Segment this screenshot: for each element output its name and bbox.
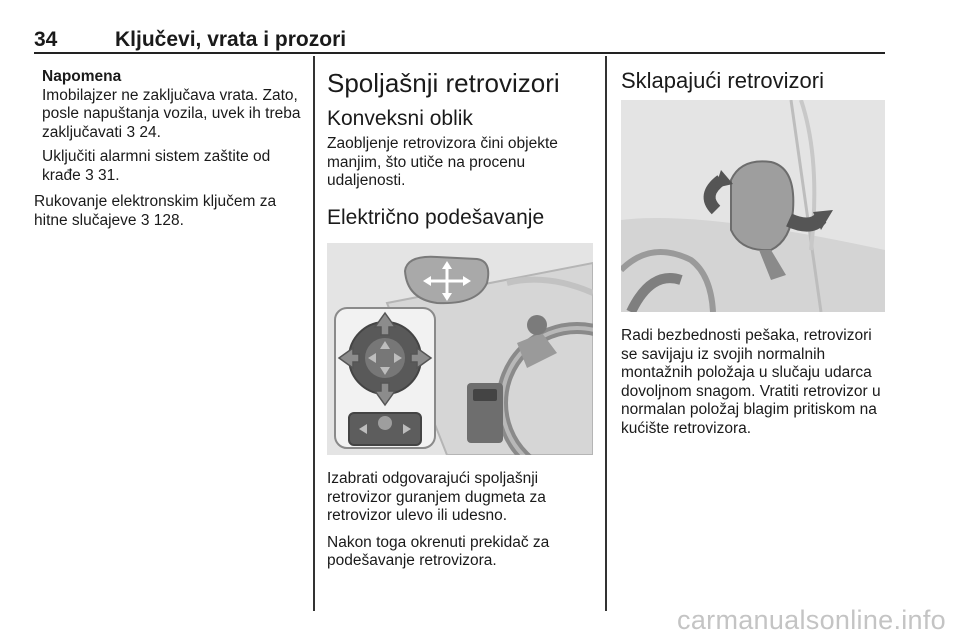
paragraph-folding: Radi bezbednosti pešaka, retrovizori se savijaju iz svojih normalnih montažnih položaja u slučaju udarca dovoljnom snagom. Vratiti retrovizor u normalan položaj blagim pritiskom na kućište retrovizora. <box>621 327 881 437</box>
section-heading: Spoljašnji retrovizori <box>327 68 560 98</box>
ref-arrow-icon: 3 <box>85 166 94 184</box>
page-title: Ključevi, vrata i prozori <box>115 28 347 51</box>
column-2 <box>327 68 593 230</box>
note-ref-2[interactable]: 31. <box>98 166 120 184</box>
subheading-convex: Konveksni oblik <box>327 107 473 130</box>
column-2-lower <box>327 470 593 571</box>
paragraph-select-mirror: Izabrati odgovarajući spoljašnji retrovizor guranjem dugmeta za retrovizor ulevo ili udesno. <box>327 470 546 524</box>
note-paragraph-2 <box>42 148 302 185</box>
folding-mirror-drawing <box>621 100 885 312</box>
subheading-electric: Električno podešavanje <box>327 205 545 229</box>
header-rule <box>34 52 885 54</box>
note-block <box>34 68 302 185</box>
column-divider-1 <box>313 56 315 611</box>
ref-arrow-icon: 3 <box>140 211 150 229</box>
note-title: Napomena <box>42 68 122 85</box>
paragraph-convex: Zaobljenje retrovizora čini objekte manjim, što utiče na procenu udaljenosti. <box>327 135 558 189</box>
paragraph-emergency-key <box>34 193 302 230</box>
note-ref-1[interactable]: 24. <box>139 123 161 141</box>
column-divider-2 <box>605 56 607 611</box>
ref-arrow-icon: 3 <box>126 123 136 141</box>
paragraph-adjust-mirror: Nakon toga okrenuti prekidač za podešavanje retrovizora. <box>327 533 550 569</box>
mirror-switch-illustration <box>327 243 593 455</box>
note-paragraph-1 <box>42 87 302 143</box>
mirror-switch-drawing <box>327 243 593 455</box>
paragraph-ref[interactable]: 128. <box>153 211 184 229</box>
column-3-lower <box>621 327 887 438</box>
note-text-1: Imobilajzer ne zaključava vrata. Zato, posle napuštanja vozila, uvek ih treba zaključavati <box>42 86 301 141</box>
paragraph-text: Rukovanje elektronskim ključem za hitne slučajeve <box>34 193 277 229</box>
column-3 <box>621 68 887 94</box>
mirror-housing-icon <box>731 161 793 250</box>
page-number: 34 <box>34 28 58 51</box>
note-text-2: Uključiti alarmni sistem zaštite od krađe <box>42 148 271 184</box>
subheading-folding: Sklapajući retrovizori <box>621 68 824 93</box>
folding-mirror-illustration <box>621 100 885 312</box>
watermark: carmanualsonline.info <box>677 605 946 635</box>
column-1 <box>34 68 302 230</box>
